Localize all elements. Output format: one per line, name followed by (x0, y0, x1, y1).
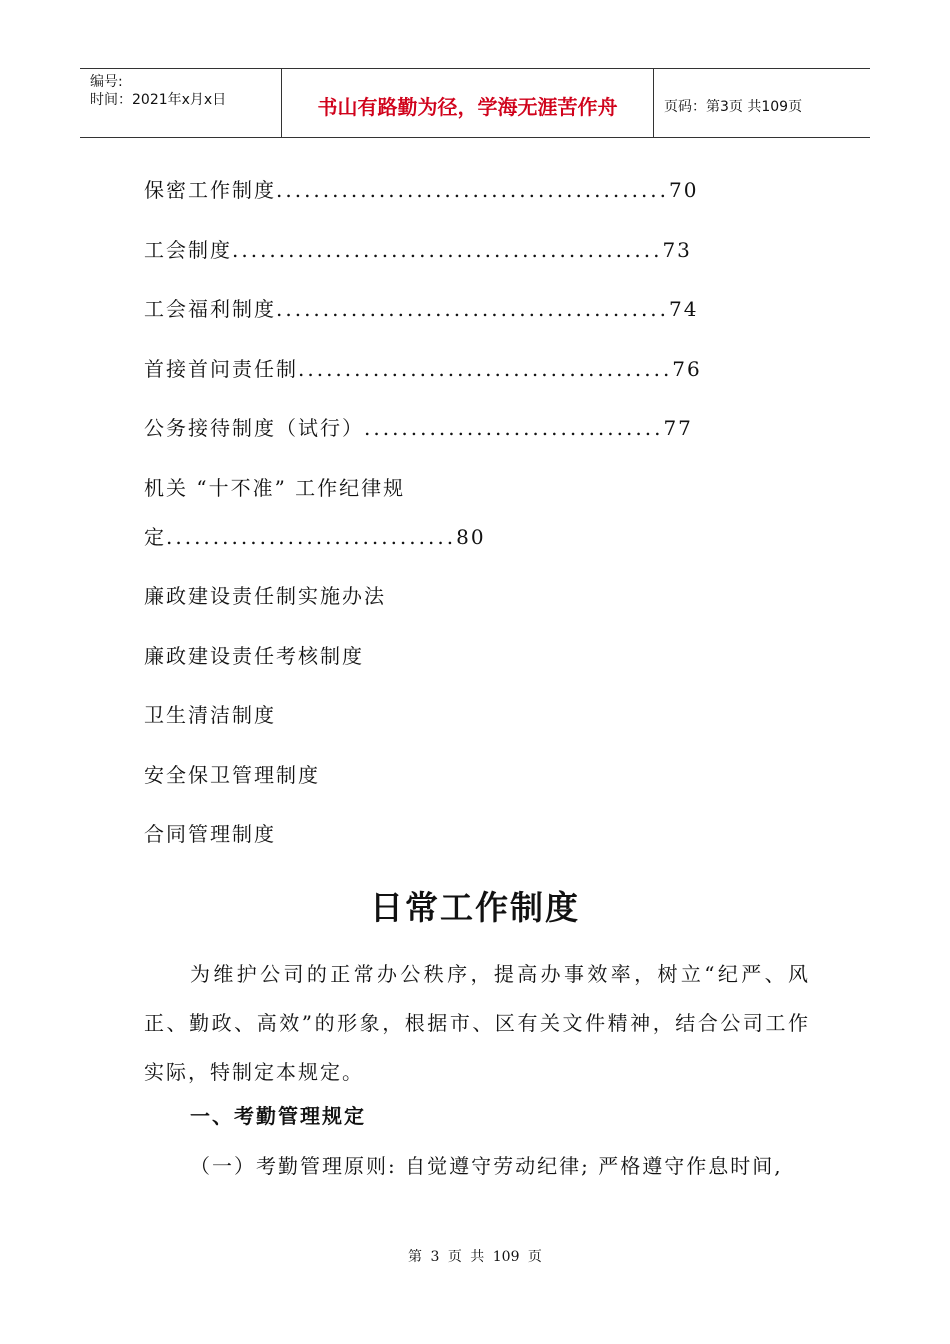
intro-paragraph: 为维护公司的正常办公秩序，提高办事效率，树立“纪严、风正、勤政、高效”的形象，根据市、区有关文件精神，结合公司工作实际，特制定本规定。 (144, 962, 810, 1084)
header-motto: 书山有路勤为径，学海无涯苦作舟 (282, 69, 654, 137)
time-label: 时间：2021年x月x日 (90, 92, 227, 108)
toc-entry[interactable]: 公务接待制度（试行）................................77 (144, 416, 693, 440)
toc-entry[interactable]: 卫生清洁制度 (144, 703, 276, 727)
section-heading: 一、考勤管理规定 (190, 1104, 366, 1128)
header-page-label: 页码：第3页 共109页 (664, 99, 803, 115)
header-meta (80, 69, 282, 137)
toc-entry[interactable]: 安全保卫管理制度 (144, 762, 320, 787)
toc-entry-wrapped-line1[interactable]: 机关 “十不准” 工作纪律规 (144, 475, 406, 500)
toc-entry[interactable]: 保密工作制度..........................................70 (144, 178, 699, 202)
toc-entry[interactable]: 工会制度..............................................73 (144, 237, 692, 262)
subsection-text: （一）考勤管理原则: 自觉遵守劳动纪律; 严格遵守作息时间, (190, 1154, 783, 1178)
section-title: 日常工作制度 (370, 888, 580, 927)
document-header (80, 68, 870, 138)
toc-entry[interactable]: 合同管理制度 (144, 822, 276, 846)
toc-entry[interactable]: 廉政建设责任考核制度 (144, 643, 364, 668)
table-of-contents (144, 170, 804, 874)
toc-entry[interactable]: 廉政建设责任制实施办法 (144, 584, 386, 608)
toc-entry[interactable]: 工会福利制度..........................................74 (144, 297, 699, 321)
page-footer: 第 3 页 共 109 页 (408, 1249, 542, 1265)
toc-entry-wrapped-line2[interactable]: 定...............................80 (144, 524, 486, 549)
toc-entry[interactable]: 首接首问责任制........................................76 (144, 356, 702, 381)
number-label: 编号: (90, 74, 123, 90)
